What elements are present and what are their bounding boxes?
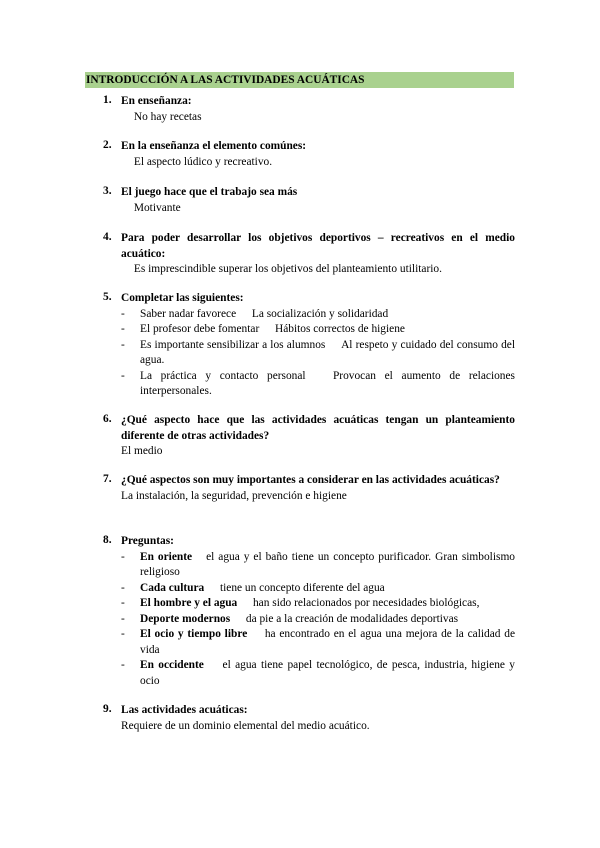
dash-marker: - bbox=[121, 369, 125, 382]
question-title: En la enseñanza el elemento comúnes: bbox=[121, 140, 307, 152]
item-text: ha encontrado en el agua una mejora de la calidad de vida bbox=[140, 628, 516, 656]
item-text: Provocan el aumento de relaciones interpersonales. bbox=[140, 369, 515, 397]
answer bbox=[121, 262, 515, 278]
question-number: 7. bbox=[103, 473, 112, 485]
answer-text: El medio bbox=[121, 445, 163, 457]
question-number: 6. bbox=[103, 413, 112, 425]
question-title: ¿Qué aspecto hace que las actividades acuáticas tengan un planteamiento diferente de otras actividades? bbox=[121, 414, 515, 442]
question-title: ¿Qué aspectos son muy importantes a considerar en las actividades acuáticas? bbox=[121, 474, 500, 486]
list-item bbox=[121, 596, 515, 612]
list-item bbox=[121, 627, 515, 658]
dash-marker: - bbox=[121, 659, 125, 671]
list-item bbox=[121, 338, 515, 369]
question-4 bbox=[103, 231, 515, 278]
item-lead: Es importante sensibilizar a los alumnos bbox=[140, 338, 326, 351]
item-lead: El hombre y el agua bbox=[140, 597, 238, 609]
question-title: Completar las siguientes: bbox=[121, 292, 244, 304]
item-lead: En occidente bbox=[140, 659, 204, 671]
answer-text: Motivante bbox=[133, 201, 181, 214]
answer bbox=[121, 201, 515, 217]
question-6 bbox=[103, 413, 515, 460]
item-text: La socialización y solidaridad bbox=[251, 307, 389, 320]
item-text: tiene un concepto diferente del agua bbox=[219, 581, 385, 594]
dash-marker: - bbox=[121, 307, 125, 320]
item-text: el agua y el baño tiene un concepto purificador. Gran simbolismo religioso bbox=[140, 550, 516, 578]
item-lead: La práctica y contacto personal bbox=[140, 369, 306, 382]
question-title: Preguntas: bbox=[121, 535, 174, 547]
list-item bbox=[121, 550, 515, 581]
question-number: 9. bbox=[103, 703, 112, 715]
item-lead: En oriente bbox=[140, 550, 193, 563]
question-7 bbox=[103, 473, 515, 504]
answer bbox=[121, 110, 515, 126]
question-number: 4. bbox=[103, 231, 112, 243]
question-8 bbox=[103, 534, 515, 689]
question-title: Para poder desarrollar los objetivos deportivos – recreativos en el medio acuático: bbox=[121, 232, 515, 260]
list-item bbox=[121, 612, 515, 628]
answer-text: Requiere de un dominio elemental del medio acuático. bbox=[121, 719, 370, 732]
item-lead: Deporte modernos bbox=[140, 612, 231, 625]
question-5 bbox=[103, 291, 515, 400]
item-text: Hábitos correctos de higiene bbox=[274, 323, 405, 335]
question-3 bbox=[103, 185, 515, 216]
dash-marker: - bbox=[121, 612, 125, 625]
list-item bbox=[121, 369, 515, 400]
answer-text: El aspecto lúdico y recreativo. bbox=[133, 155, 273, 168]
question-title: Las actividades acuáticas: bbox=[121, 704, 248, 716]
answer-text: Es imprescindible superar los objetivos del planteamiento utilitario. bbox=[133, 263, 442, 275]
answer-text: La instalación, la seguridad, prevención e higiene bbox=[121, 489, 347, 502]
dash-marker: - bbox=[121, 597, 125, 609]
dash-marker: - bbox=[121, 581, 125, 594]
item-text: han sido relacionados por necesidades biológicas, bbox=[252, 597, 480, 609]
question-number: 1. bbox=[103, 94, 112, 106]
page-title: INTRODUCCIÓN A LAS ACTIVIDADES ACUÁTICAS bbox=[85, 72, 514, 88]
question-2 bbox=[103, 139, 515, 170]
answer bbox=[121, 155, 515, 171]
answer-text: No hay recetas bbox=[133, 110, 202, 123]
question-title: El juego hace que el trabajo sea más bbox=[121, 186, 298, 198]
list-item bbox=[121, 322, 515, 338]
question-9 bbox=[103, 703, 515, 734]
list-item bbox=[121, 307, 515, 323]
question-1 bbox=[103, 94, 515, 125]
question-number: 3. bbox=[103, 185, 112, 197]
question-number: 5. bbox=[103, 291, 112, 303]
dash-marker: - bbox=[121, 628, 125, 640]
dash-marker: - bbox=[121, 550, 125, 563]
question-number: 8. bbox=[103, 534, 112, 546]
list-item bbox=[121, 658, 515, 689]
item-lead: El profesor debe fomentar bbox=[140, 323, 260, 335]
item-text: da pie a la creación de modalidades deportivas bbox=[245, 612, 459, 625]
item-lead: Saber nadar favorece bbox=[140, 307, 237, 320]
question-title: En enseñanza: bbox=[121, 95, 192, 107]
item-text: el agua tiene papel tecnológico, de pesca, industria, higiene y ocio bbox=[140, 659, 516, 687]
item-lead: Cada cultura bbox=[140, 581, 205, 594]
list-item bbox=[121, 581, 515, 597]
item-lead: El ocio y tiempo libre bbox=[140, 628, 248, 640]
item-text: Al respeto y cuidado del consumo del agua. bbox=[140, 338, 516, 366]
dash-marker: - bbox=[121, 338, 125, 351]
question-number: 2. bbox=[103, 139, 112, 151]
dash-marker: - bbox=[121, 323, 125, 335]
